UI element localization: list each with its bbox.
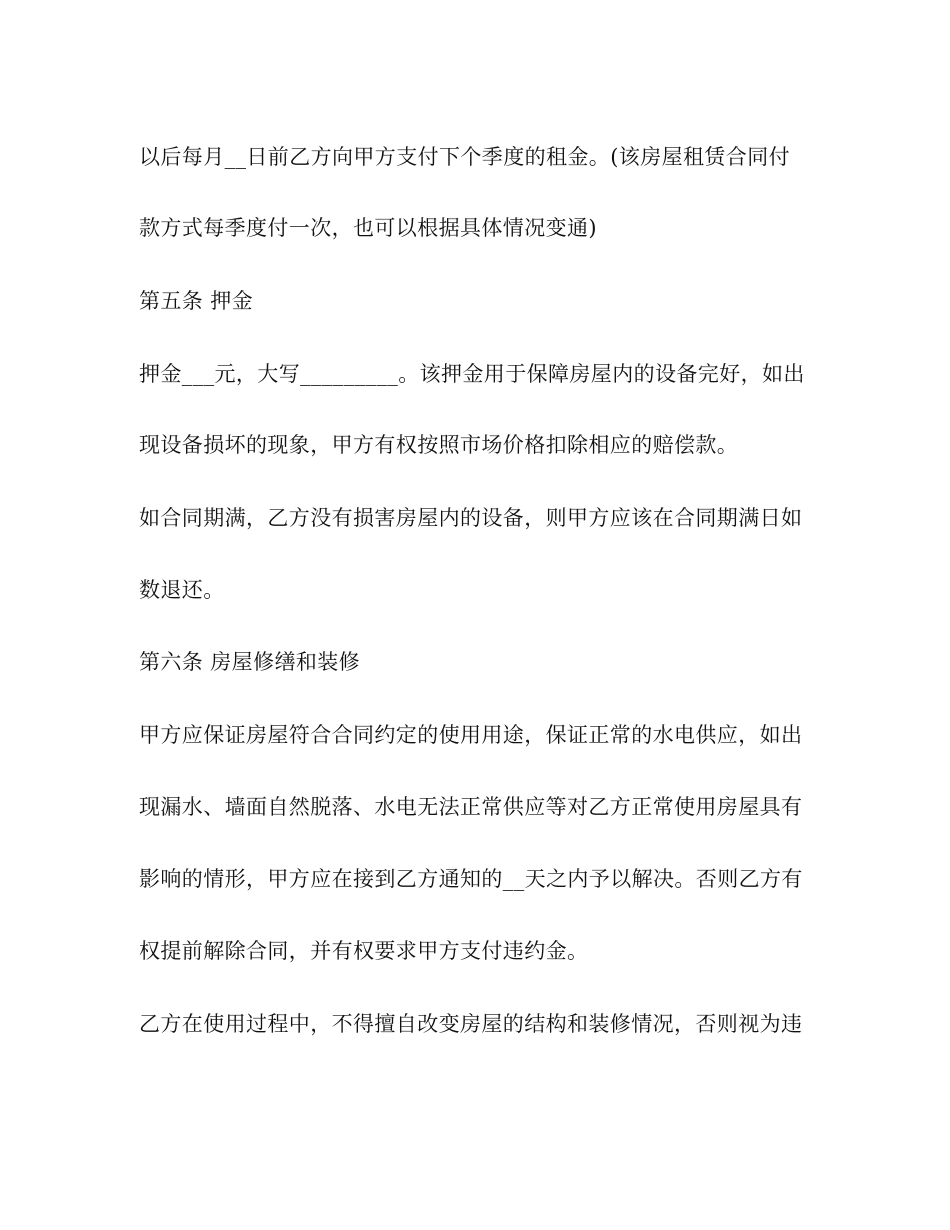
section-heading: 第五条 押金 <box>139 289 254 313</box>
paragraph-line: 甲方应保证房屋符合合同约定的使用用途，保证正常的水电供应，如出 <box>139 723 803 747</box>
paragraph-line: 如合同期满，乙方没有损害房屋内的设备，则甲方应该在合同期满日如 <box>139 506 803 530</box>
paragraph-line: 现设备损坏的现象，甲方有权按照市场价格扣除相应的赔偿款。 <box>139 433 739 457</box>
paragraph-line: 以后每月__日前乙方向甲方支付下个季度的租金。(该房屋租赁合同付 <box>139 145 790 169</box>
section-heading: 第六条 房屋修缮和装修 <box>139 650 361 674</box>
paragraph-line: 款方式每季度付一次，也可以根据具体情况变通) <box>139 216 597 240</box>
paragraph-line: 现漏水、墙面自然脱落、水电无法正常供应等对乙方正常使用房屋具有 <box>139 795 803 819</box>
paragraph-line: 权提前解除合同，并有权要求甲方支付违约金。 <box>139 939 589 963</box>
paragraph-line: 押金___元，大写_________。该押金用于保障房屋内的设备完好，如出 <box>139 362 805 386</box>
paragraph-line: 影响的情形，甲方应在接到乙方通知的__天之内予以解决。否则乙方有 <box>139 867 803 891</box>
paragraph-line: 数退还。 <box>139 578 225 602</box>
paragraph-line: 乙方在使用过程中，不得擅自改变房屋的结构和装修情况，否则视为违 <box>139 1012 803 1036</box>
